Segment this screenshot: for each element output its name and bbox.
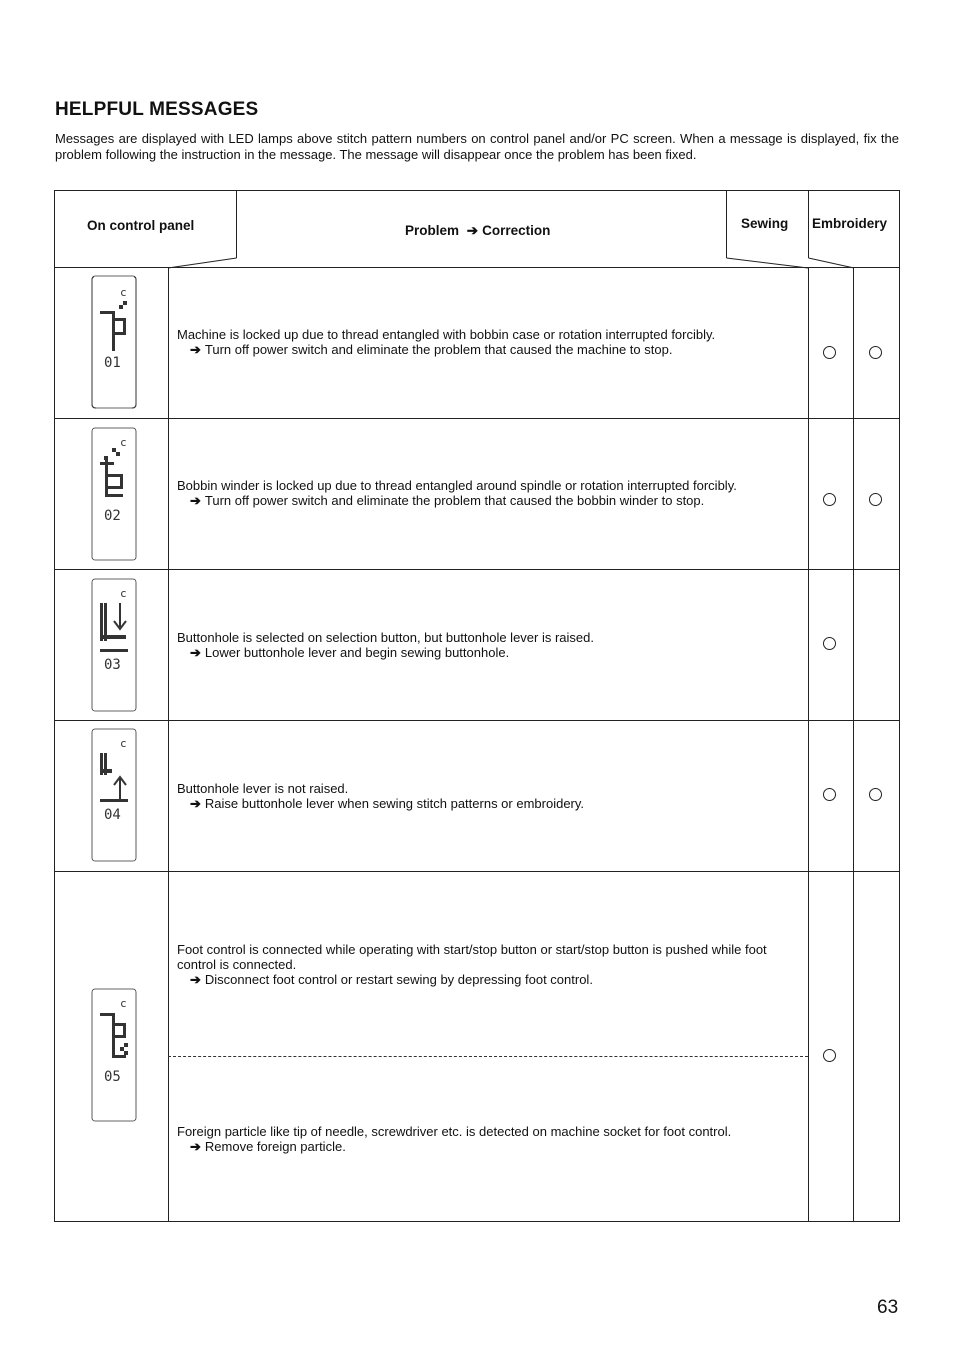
problem-description: Bobbin winder is locked up due to thread entangled around spindle or rotation interrupted forcibly.	[177, 478, 737, 493]
problem-description: Machine is locked up due to thread entangled with bobbin case or rotation interrupted forcibly.	[177, 327, 716, 342]
header-on-control-panel: On control panel	[87, 218, 195, 233]
header-problem: Problem	[405, 223, 460, 238]
correction-line	[177, 796, 807, 811]
problem-text-05a	[177, 942, 807, 987]
correction-line	[177, 1139, 807, 1154]
arrow-icon: ➔	[190, 1139, 201, 1154]
embroidery-applicable-circle-icon	[869, 346, 882, 359]
problem-text-04	[177, 781, 807, 811]
led-code: 01	[104, 355, 121, 371]
problem-text-03	[177, 630, 807, 660]
sewing-applicable-circle-icon	[823, 637, 836, 650]
arrow-icon: ➔	[190, 342, 201, 357]
arrow-icon: ➔	[190, 645, 201, 660]
header-sewing: Sewing	[741, 216, 789, 231]
header-embroidery: Embroidery	[812, 216, 888, 231]
led-panel-05	[90, 987, 138, 1123]
svg-text:c: c	[120, 997, 127, 1010]
problem-text-05b	[177, 1124, 807, 1154]
embroidery-applicable-circle-icon	[869, 493, 882, 506]
sewing-applicable-circle-icon	[823, 788, 836, 801]
sewing-applicable-circle-icon	[823, 346, 836, 359]
correction-text: Lower buttonhole lever and begin sewing buttonhole.	[204, 645, 510, 660]
header-problem-correction	[405, 223, 550, 239]
intro-paragraph: Messages are displayed with LED lamps above stitch pattern numbers on control panel and/or PC screen. When a message is displayed, fix the problem following the instruction in the message. The message will disappear once the problem has been fixed.	[55, 131, 899, 162]
correction-line	[177, 493, 807, 508]
row-divider-dashed	[168, 1056, 808, 1057]
led-panel-01	[90, 274, 138, 410]
problem-description: Buttonhole is selected on selection button, but buttonhole lever is raised.	[177, 630, 594, 645]
messages-table	[54, 190, 900, 1222]
page-number: 63	[877, 1297, 899, 1318]
embroidery-applicable-circle-icon	[869, 788, 882, 801]
led-code: 02	[104, 508, 121, 524]
arrow-icon: ➔	[190, 972, 201, 987]
svg-text:c: c	[120, 587, 127, 600]
problem-description: Buttonhole lever is not raised.	[177, 781, 349, 796]
led-code: 05	[104, 1069, 121, 1085]
correction-text: Disconnect foot control or restart sewing by depressing foot control.	[204, 972, 593, 987]
led-panel-03	[90, 577, 138, 713]
led-code: 04	[104, 807, 121, 823]
correction-line	[177, 342, 807, 357]
led-panel-04	[90, 727, 138, 863]
sewing-applicable-circle-icon	[823, 1049, 836, 1062]
correction-line	[177, 972, 807, 987]
sewing-applicable-circle-icon	[823, 493, 836, 506]
problem-text-01	[177, 327, 807, 357]
svg-text:c: c	[120, 737, 127, 750]
problem-description: Foreign particle like tip of needle, screwdriver etc. is detected on machine socket for foot control.	[177, 1124, 732, 1139]
svg-text:c: c	[120, 286, 127, 299]
correction-text: Raise buttonhole lever when sewing stitch patterns or embroidery.	[204, 796, 585, 811]
correction-text: Remove foreign particle.	[204, 1139, 346, 1154]
header-correction: Correction	[482, 223, 551, 238]
page-title: HELPFUL MESSAGES	[55, 99, 259, 120]
arrow-icon: ➔	[190, 493, 201, 508]
led-code: 03	[104, 657, 121, 673]
led-panel-02	[90, 426, 138, 562]
correction-line	[177, 645, 807, 660]
problem-description: Foot control is connected while operating with start/stop button or start/stop button is pushed while foot control is connected.	[177, 942, 767, 972]
correction-text: Turn off power switch and eliminate the problem that caused the machine to stop.	[204, 342, 673, 357]
arrow-icon: ➔	[190, 796, 201, 811]
arrow-icon: ➔	[466, 223, 479, 238]
svg-text:c: c	[120, 436, 127, 449]
correction-text: Turn off power switch and eliminate the problem that caused the bobbin winder to stop.	[204, 493, 705, 508]
problem-text-02	[177, 478, 807, 508]
